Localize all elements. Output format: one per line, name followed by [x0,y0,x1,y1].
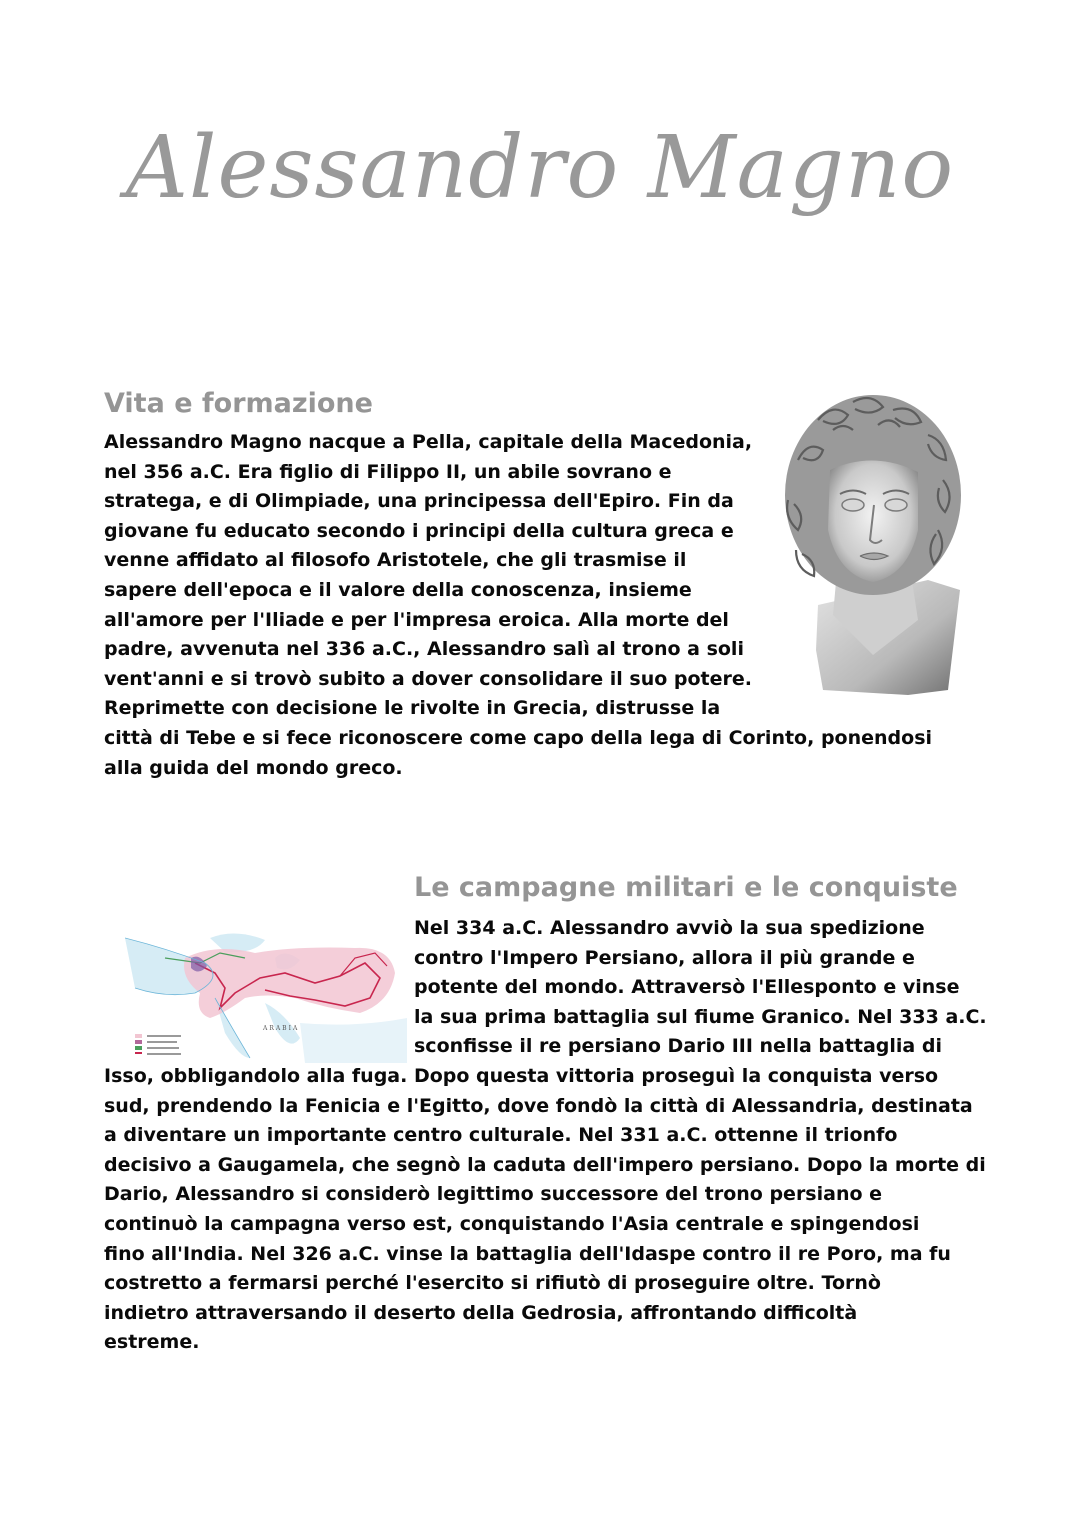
text-line: nel 356 a.C. Era figlio di Filippo II, un abile sovrano e [104,460,672,483]
text-line: potente del mondo. Attraversò l'Ellesponto e vinse [414,976,960,999]
text-line: vent'anni e si trovò subito a dover consolidare il suo potere. [104,667,753,690]
text-line: stratega, e di Olimpiade, una principessa dell'Epiro. Fin da [104,490,734,513]
text-line: estreme. [104,1331,200,1354]
section-body-campagne [104,1062,986,1358]
text-line: venne affidato al filosofo Aristotele, che gli trasmise il [104,549,687,572]
section-heading-campagne: Le campagne militari e le conquiste [414,872,958,903]
text-line: sud, prendendo la Fenicia e l'Egitto, dove fondò la città di Alessandria, destinata [104,1094,973,1117]
text-line: città di Tebe e si fece riconoscere come capo della lega di Corinto, ponendosi [104,726,933,749]
text-line: fino all'India. Nel 326 a.C. vinse la battaglia dell'Idaspe contro il re Poro, ma fu [104,1242,951,1265]
text-line: Isso, obbligandolo alla fuga. Dopo questa vittoria proseguì la conquista verso [104,1065,939,1087]
text-line: sconfisse il re persiano Dario III nella battaglia di [414,1035,942,1058]
text-line: contro l'Impero Persiano, allora il più grande e [414,946,915,969]
map-label-arabia: ARABIA [263,1025,300,1032]
text-line: Reprimette con decisione le rivolte in Grecia, distrusse la [104,697,721,720]
text-line: decisivo a Gaugamela, che segnò la caduta dell'impero persiano. Dopo la morte di [104,1153,986,1176]
text-line: indietro attraversando il deserto della Gedrosia, affrontando difficoltà [104,1301,858,1324]
section-body-campagne-intro [414,914,987,1062]
bust-image [778,390,968,700]
text-line: costretto a fermarsi perché l'esercito si rifiutò di proseguire oltre. Tornò [104,1272,881,1295]
text-line: padre, avvenuta nel 336 a.C., Alessandro salì al trono a soli [104,638,744,661]
text-line: sapere dell'epoca e il valore della conoscenza, insieme [104,578,692,601]
text-line: all'amore per l'Iliade e per l'impresa eroica. Alla morte del [104,608,729,631]
text-line: Nel 334 a.C. Alessandro avviò la sua spedizione [414,917,925,939]
text-line: a diventare un importante centro culturale. Nel 331 a.C. ottenne il trionfo [104,1124,898,1147]
text-line: la sua prima battaglia sul fiume Granico. Nel 333 a.C. [414,1005,987,1028]
text-line: giovane fu educato secondo i principi della cultura greca e [104,519,734,542]
map-image [125,918,407,1063]
text-line: alla guida del mondo greco. [104,756,403,779]
text-line: Dario, Alessandro si considerò legittimo successore del trono persiano e [104,1183,883,1206]
text-line: Alessandro Magno nacque a Pella, capitale della Macedonia, [104,431,753,453]
text-line: continuò la campagna verso est, conquistando l'Asia centrale e spingendosi [104,1212,920,1235]
section-heading-vita: Vita e formazione [104,388,373,419]
page-title: Alessandro Magno [125,118,955,218]
